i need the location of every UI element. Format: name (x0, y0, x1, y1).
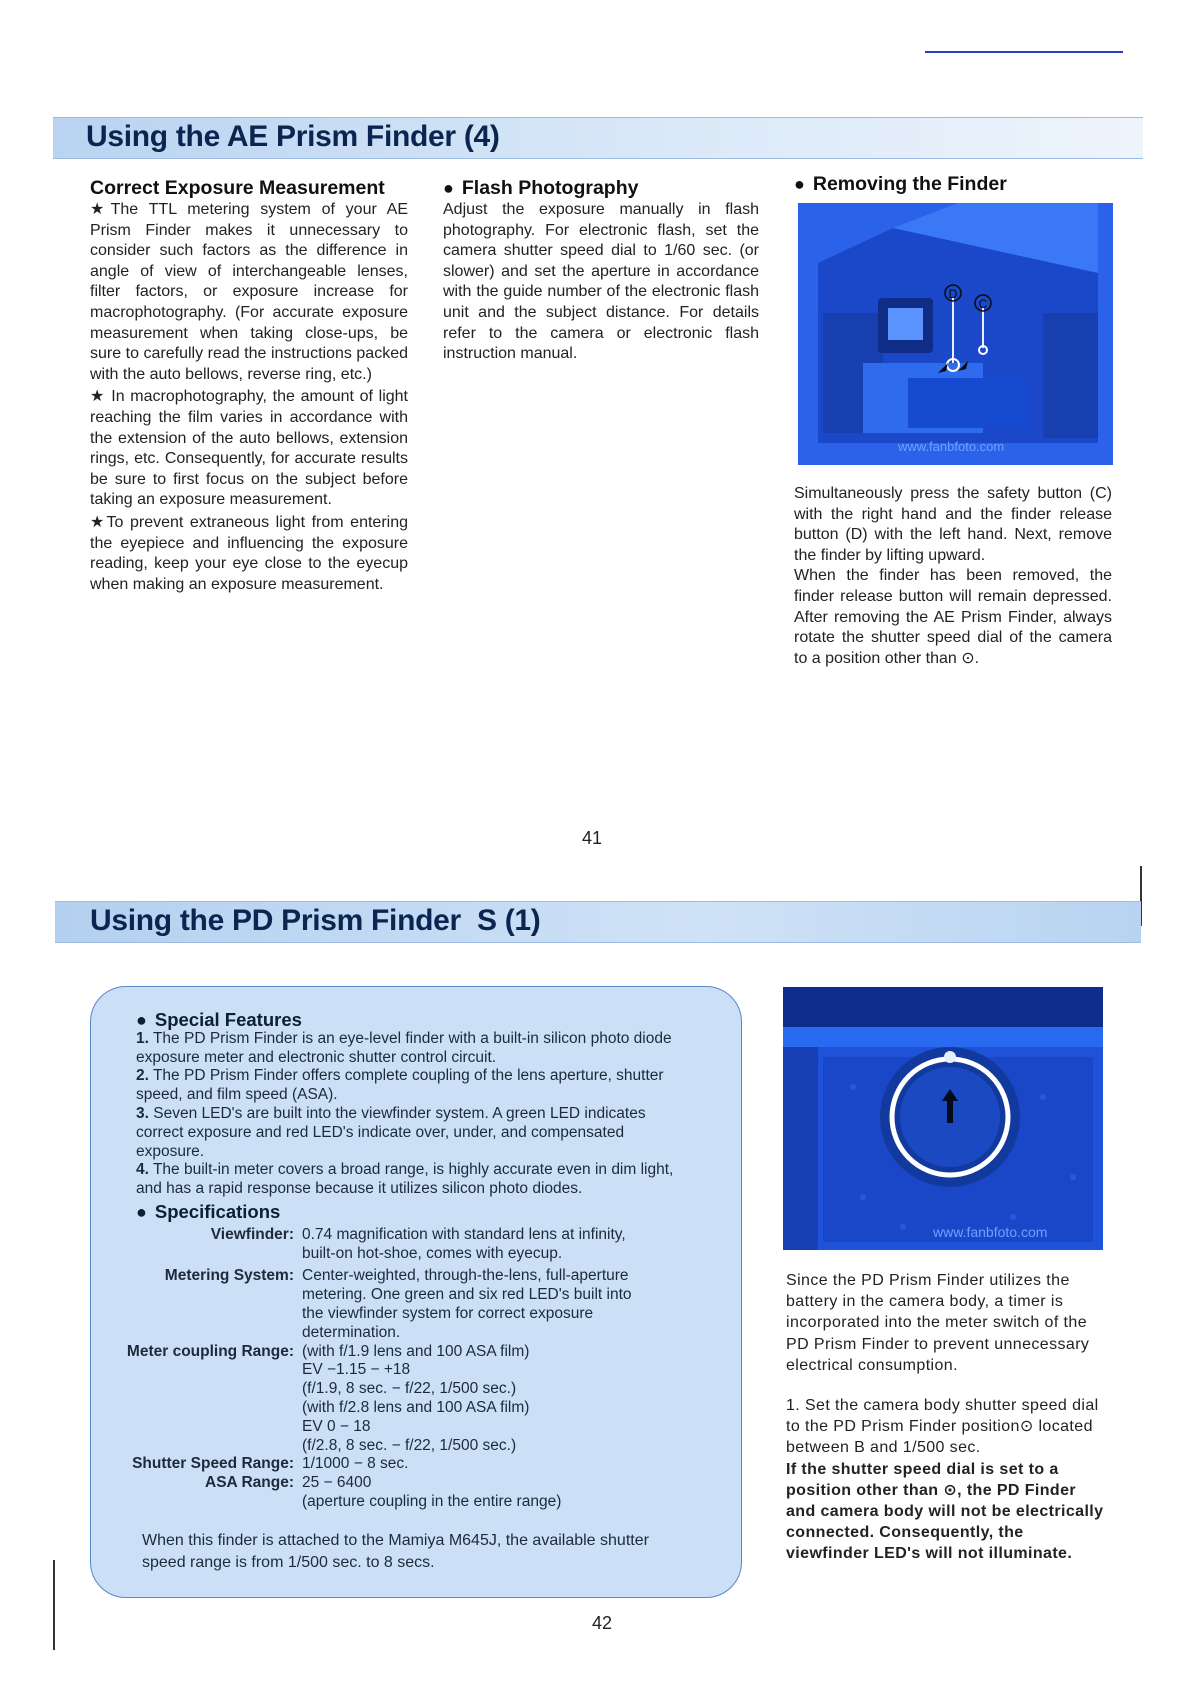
features-box (90, 986, 742, 1598)
margin-line (53, 1560, 55, 1650)
feature-item: 3. Seven LED's are built into the viewfinder system. A green LED indicates correct exposure and red LED's indicate over, under, and compensated exposure. (136, 1104, 646, 1160)
section-heading: Correct Exposure Measurement (90, 177, 385, 199)
page-title: Using the AE Prism Finder (4) (86, 120, 500, 153)
label-d: D (948, 287, 958, 301)
page-number: 42 (592, 1613, 613, 1633)
feature-item: 4. The built-in meter covers a broad range, is highly accurate even in dim light, and has a rapid response because it utilizes silicon photo diodes. (136, 1161, 674, 1198)
spec-value: 0.74 magnification with standard lens at infinity, built-on hot-shoe, comes with eyecup. (302, 1225, 626, 1262)
shutter-dial-illustration (783, 987, 1103, 1250)
section-heading (794, 173, 1112, 196)
camera-finder-illustration (798, 203, 1113, 465)
spec-value: Center-weighted, through-the-lens, full-aperture metering. One green and six red LED's built into the viewfinder system for correct exposure determination. (302, 1267, 632, 1341)
warning-text: If the shutter speed dial is set to a position other than ⊙, the PD Finder and camera body will not be electrically connected. Consequently, the viewfinder LED's will not illuminate. (786, 1460, 1104, 1563)
column-exposure (90, 177, 408, 595)
compatibility-note: When this finder is attached to the Mamiya M645J, the available shutter speed range is from 1/500 sec. to 8 secs. (142, 1531, 649, 1571)
label-c: C (978, 297, 988, 311)
paragraph: When the finder has been removed, the finder release button will remain depressed. After removing the AE Prism Finder, always rotate the shutter speed dial of the camera to a position other than ⊙. (794, 567, 1112, 667)
page-number: 41 (582, 828, 603, 848)
spec-label: ASA Range: (205, 1474, 294, 1492)
spec-row (91, 1343, 691, 1456)
spec-label: Shutter Speed Range: (132, 1455, 294, 1473)
paragraph: ★ In macrophotography, the amount of light reaching the film varies in accordance with the extension of the auto bellows, extension rings, etc. Consequently, for accurate results be sure to first focus on the subject before taking an exposure measurement. (90, 388, 408, 509)
watermark: www.fanbfoto.com (933, 1224, 1048, 1240)
specs-heading: ● Specifications (136, 1200, 281, 1222)
finder-photo (798, 203, 1113, 465)
paragraph: Since the PD Prism Finder utilizes the battery in the camera body, a timer is incorporated into the meter switch of the PD Prism Finder to prevent unnecessary electrical consumption. (786, 1272, 1090, 1374)
spec-value: 1/1000 − 8 sec. (302, 1455, 409, 1473)
heading-text: Removing the Finder (812, 173, 1007, 195)
title-band (53, 117, 1143, 159)
bullet-icon: ● (136, 1010, 147, 1030)
feature-item: 1. The PD Prism Finder is an eye-level finder with a built-in silicon photo diode exposure meter and electronic shutter control circuit. (136, 1029, 672, 1066)
title-band (55, 901, 1141, 943)
spec-row (91, 1226, 691, 1264)
paragraph: Adjust the exposure manually in flash photography. For electronic flash, set the camera shutter speed dial to 1/60 sec. (or slower) and set the aperture in accordance with the guide number of the electronic flash unit and the subject distance. For details refer to the camera or electronic flash instruction manual. (443, 201, 759, 363)
spec-label: Viewfinder: (210, 1225, 294, 1243)
spec-value: 25 − 6400 (aperture coupling in the entire range) (302, 1474, 562, 1510)
bullet-icon: ● (443, 178, 454, 198)
spec-label: Meter coupling Range: (126, 1342, 294, 1360)
step-1: 1. Set the camera body shutter speed dial to the PD Prism Finder position⊙ located between B and 1/500 sec. (786, 1397, 1099, 1457)
spec-row (91, 1455, 691, 1474)
pd-finder-text (786, 1270, 1104, 1565)
paragraph: Simultaneously press the safety button (C) with the right hand and the finder release button (D) with the left hand. Next, remove the finder by lifting upward. (794, 485, 1112, 564)
bullet-icon: ● (136, 1201, 147, 1222)
page-title: Using the PD Prism Finder S (1) (90, 904, 541, 937)
removing-text (794, 484, 1112, 669)
top-rule (925, 51, 1123, 53)
spec-label: Metering System: (164, 1267, 294, 1285)
paragraph: ★To prevent extraneous light from entering the eyepiece and influencing the exposure reading, keep your eye close to the eyecup when making an exposure measurement. (90, 513, 408, 593)
shutter-dial-photo (783, 987, 1103, 1250)
bullet-icon: ● (794, 174, 805, 194)
spec-value: (with f/1.9 lens and 100 ASA film) EV −1.15 − +18 (f/1.9, 8 sec. − f/22, 1/500 sec.) (with f/2.8 lens and 100 ASA film) EV 0 − 18 (f/2.8, 8 sec. − f/22, 1/500 sec.) (302, 1342, 530, 1454)
spec-row (91, 1474, 691, 1512)
column-removing (794, 173, 1112, 196)
section-heading (443, 177, 759, 200)
feature-item: 2. The PD Prism Finder offers complete coupling of the lens aperture, shutter speed, and film speed (ASA). (136, 1067, 664, 1104)
spec-row (91, 1267, 691, 1342)
watermark: www.fanbfoto.com (898, 439, 1005, 454)
heading-text: Flash Photography (461, 177, 639, 199)
features-heading: ● Special Features (136, 1009, 302, 1030)
paragraph: ★The TTL metering system of your AE Prism Finder makes it unnecessary to consider such factors as the difference in angle of view of interchangeable lenses, filter factors, or exposure increase for macrophotography. (For accurate exposure measurement when taking close-ups, be sure to carefully read the instructions packed with the auto bellows, reverse ring, etc.) (90, 201, 408, 383)
column-flash (443, 177, 759, 365)
